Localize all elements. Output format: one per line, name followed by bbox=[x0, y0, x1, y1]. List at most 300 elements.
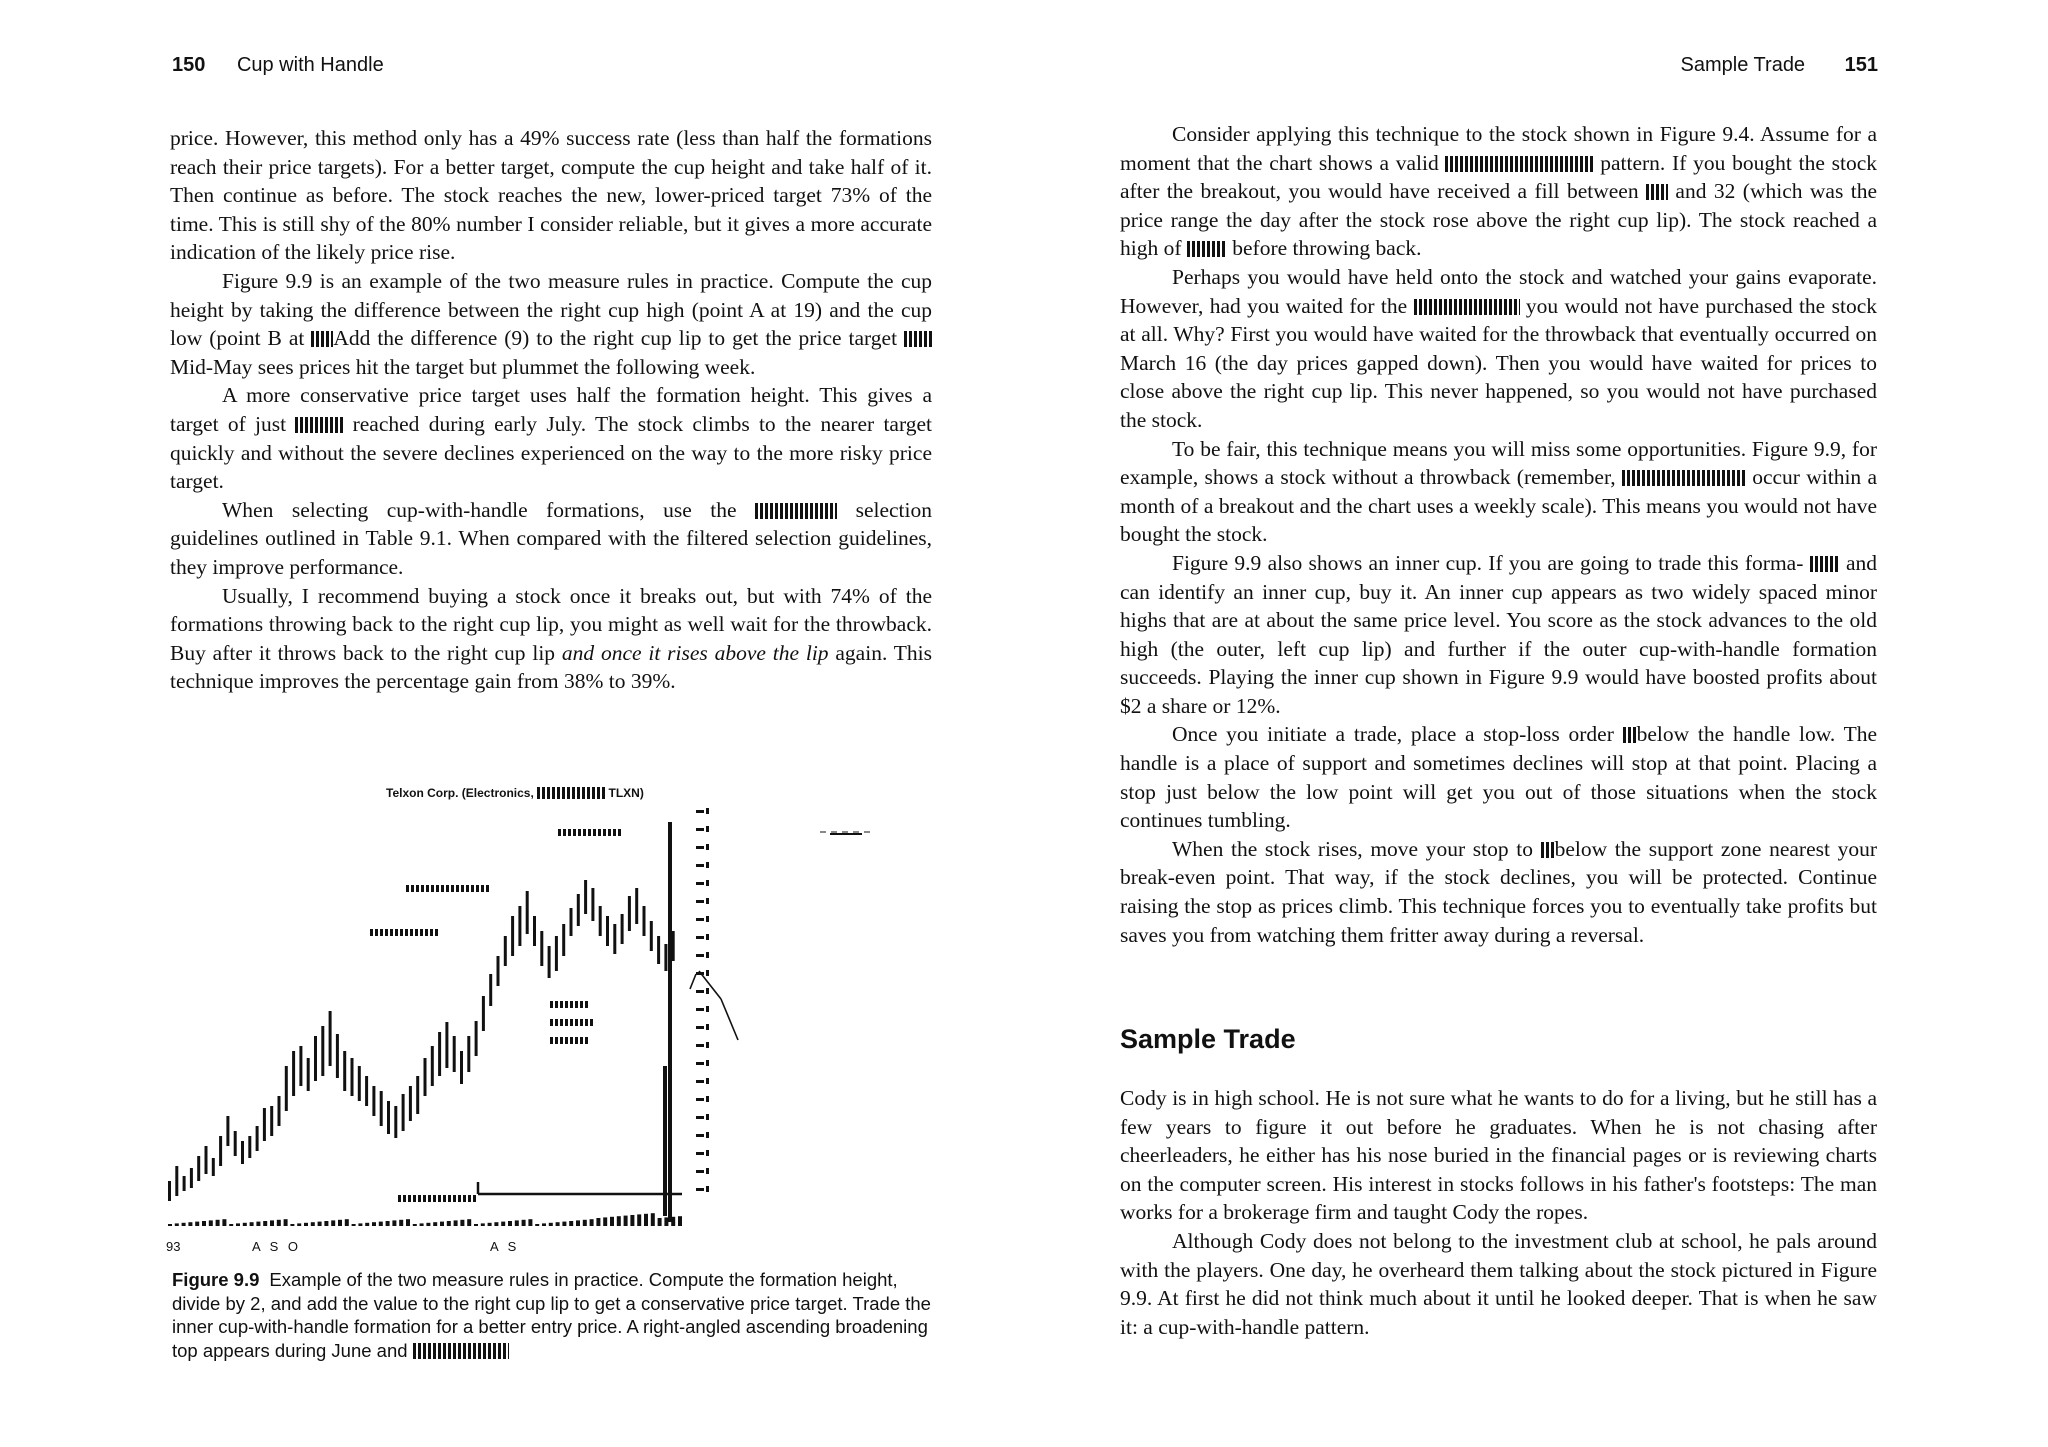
price-bar bbox=[256, 1126, 259, 1151]
price-bar bbox=[299, 1046, 302, 1086]
axis-tick bbox=[696, 1044, 704, 1047]
price-bar bbox=[321, 1026, 324, 1076]
annotation-blot bbox=[395, 929, 398, 936]
annotation-blot bbox=[370, 929, 373, 936]
right-p2-a: Perhaps you would have held onto the stock and watched your gains evaporate. However, had you waited for the bbox=[1120, 264, 1877, 318]
price-bar bbox=[416, 1076, 419, 1114]
volume-bar bbox=[515, 1220, 519, 1226]
annotation-blot bbox=[453, 1195, 456, 1202]
price-bar bbox=[460, 1051, 463, 1084]
price-bar bbox=[635, 888, 638, 924]
annotation-blot bbox=[558, 829, 561, 836]
annotation-blot bbox=[565, 1019, 568, 1026]
annotation-blot bbox=[486, 885, 489, 892]
annotation-blot bbox=[473, 1195, 476, 1202]
annotation-blot bbox=[430, 929, 433, 936]
price-bar bbox=[365, 1076, 368, 1106]
volume-bar bbox=[168, 1224, 172, 1226]
right-p1-c: and 32 (which was the price range the day after the stock rose above the right cup lip). The stock reached a high of bbox=[1120, 179, 1878, 261]
annotation-blot bbox=[466, 885, 469, 892]
left-running-title: Cup with Handle bbox=[236, 54, 384, 76]
pointer-line-c bbox=[690, 974, 696, 989]
price-bar bbox=[241, 1141, 244, 1164]
axis-tick bbox=[696, 810, 704, 813]
price-bar bbox=[431, 1046, 434, 1086]
price-bar bbox=[336, 1034, 339, 1078]
annotation-blot bbox=[565, 1037, 568, 1044]
chart-title-suffix: TLXN) bbox=[608, 786, 644, 800]
volume-bar bbox=[664, 1217, 668, 1226]
annotation-blot bbox=[456, 885, 459, 892]
right-p4-b: and can identify an inner cup, buy it. An inner cup appears as two widely spaced minor highs that are at about the same price level. You score as the stock advances to the old high (the outer, left cup lip) and further if the outer cup-with-handle formation succeeds. Playing the inner cup shown in Figure 9.9 would have boosted profits about $2 a share or 12%. bbox=[1120, 550, 1878, 718]
axis-tick bbox=[696, 846, 704, 849]
volume-bar bbox=[263, 1221, 267, 1226]
axis-tick-mark bbox=[706, 1186, 709, 1192]
price-bar bbox=[285, 1066, 288, 1111]
price-bar bbox=[533, 916, 536, 946]
annotation-blot bbox=[476, 885, 479, 892]
annotation-blot bbox=[390, 929, 393, 936]
price-bar bbox=[643, 906, 646, 936]
annotation-blot bbox=[563, 829, 566, 836]
price-bar bbox=[175, 1166, 178, 1196]
volume-bar bbox=[324, 1221, 328, 1226]
axis-tick bbox=[696, 864, 704, 867]
annotation-blot bbox=[380, 929, 383, 936]
volume-bar bbox=[420, 1223, 424, 1226]
right-p2-b: you would not have purchased the stock at all. Why? First you would have waited for the throwback that eventually occurred on March 16 (the day prices gapped down). Then you would have waited for prices to close above the right cup lip. This never happened, so you would not have purchased the stock. bbox=[1120, 293, 1877, 432]
volume-bar bbox=[250, 1222, 254, 1226]
annotation-blot bbox=[421, 885, 424, 892]
annotation-blot bbox=[570, 1001, 573, 1008]
annotation-blot bbox=[590, 1019, 593, 1026]
volume-bar bbox=[678, 1216, 682, 1226]
right-p6-a: When the stock rises, move your stop to bbox=[1172, 836, 1533, 861]
volume-bar bbox=[277, 1220, 281, 1226]
axis-tick bbox=[696, 1170, 704, 1173]
annotation-blot bbox=[448, 1195, 451, 1202]
right-paragraph-1 bbox=[1120, 120, 1877, 263]
figure-label: Figure 9.9 bbox=[172, 1269, 260, 1290]
volume-bar bbox=[318, 1222, 322, 1226]
price-bar bbox=[292, 1051, 295, 1096]
annotation-blot bbox=[433, 1195, 436, 1202]
volume-bar bbox=[624, 1216, 628, 1226]
volume-bar bbox=[365, 1223, 369, 1226]
annotation-blot bbox=[436, 885, 439, 892]
axis-tick-mark bbox=[706, 1060, 709, 1066]
volume-bar bbox=[195, 1222, 199, 1226]
annotation-blot bbox=[618, 829, 621, 836]
annotation-blot bbox=[570, 1037, 573, 1044]
right-p1-b: pattern. If you bought the stock after the breakout, you would have received a fill between bbox=[1120, 150, 1877, 204]
right-paragraph-2 bbox=[1120, 263, 1877, 435]
annotation-blot bbox=[585, 1019, 588, 1026]
price-bar bbox=[526, 891, 529, 934]
annotation-blot bbox=[418, 1195, 421, 1202]
axis-tick-mark bbox=[706, 934, 709, 940]
annotation-blot bbox=[420, 929, 423, 936]
annotation-blot bbox=[575, 1019, 578, 1026]
volume-bar bbox=[474, 1224, 478, 1226]
illegible-blot bbox=[1541, 842, 1555, 858]
annotation-blot bbox=[461, 885, 464, 892]
price-bar bbox=[190, 1168, 193, 1188]
left-p3-tail: reached during early July. The stock climbs to the nearer target quickly and without the severe declines experienced on the way to the more risky price target. bbox=[170, 411, 932, 494]
axis-tick bbox=[696, 990, 704, 993]
volume-bar bbox=[528, 1219, 532, 1226]
axis-tick bbox=[696, 900, 704, 903]
price-bar bbox=[248, 1136, 251, 1158]
price-bar bbox=[672, 931, 675, 961]
volume-bar bbox=[549, 1223, 553, 1226]
annotation-blot bbox=[550, 1001, 553, 1008]
volume-bar bbox=[488, 1223, 492, 1226]
price-bar bbox=[278, 1096, 281, 1126]
annotation-blot bbox=[400, 929, 403, 936]
right-p6-b: below the support zone nearest your break-even point. That way, if the stock declines, you will be protected. Continue raising the stop as prices climb. This technique forces you to eventually take profits but saves you from watching them fritter away during a reversal. bbox=[1120, 836, 1877, 947]
volume-bar bbox=[209, 1220, 213, 1226]
volume-bar bbox=[345, 1219, 349, 1226]
volume-bar bbox=[651, 1213, 655, 1226]
price-bar bbox=[226, 1116, 229, 1146]
annotation-blot bbox=[425, 929, 428, 936]
axis-tick-mark bbox=[706, 970, 709, 976]
axis-tick-mark bbox=[706, 1006, 709, 1012]
price-bar bbox=[475, 1021, 478, 1056]
right-p5-b: below the handle low. The handle is a place of support and sometimes declines will stop at that point. Placing a stop just below the low point will get you out of those situations when the stock continues tumbling. bbox=[1120, 722, 1878, 833]
right-paragraph-3 bbox=[1120, 435, 1877, 549]
annotation-blot bbox=[593, 829, 596, 836]
volume-bar bbox=[433, 1222, 437, 1226]
price-bar bbox=[438, 1032, 441, 1076]
volume-bar bbox=[216, 1220, 220, 1226]
illegible-blot bbox=[1810, 556, 1840, 572]
right-paragraph-6 bbox=[1120, 835, 1877, 949]
axis-tick-mark bbox=[706, 808, 709, 814]
price-bar bbox=[570, 908, 573, 936]
annotation-blot bbox=[575, 1001, 578, 1008]
annotation-blot bbox=[463, 1195, 466, 1202]
axis-tick bbox=[696, 954, 704, 957]
annotation-blot bbox=[428, 1195, 431, 1202]
illegible-blot bbox=[1445, 156, 1593, 172]
volume-bar bbox=[610, 1217, 614, 1226]
left-paragraph-5 bbox=[170, 582, 932, 696]
left-page-number: 150 bbox=[172, 54, 206, 76]
volume-bar bbox=[590, 1219, 594, 1226]
axis-tick bbox=[696, 1062, 704, 1065]
annotation-blot bbox=[413, 1195, 416, 1202]
price-bar bbox=[380, 1091, 383, 1126]
volume-bar bbox=[617, 1216, 621, 1226]
volume-bars bbox=[168, 1213, 682, 1226]
right-running-head bbox=[1681, 54, 1878, 77]
annotation-blot bbox=[431, 885, 434, 892]
section-heading: Sample Trade bbox=[1120, 1024, 1296, 1054]
axis-tick-mark bbox=[706, 1150, 709, 1156]
annotation-blot bbox=[416, 885, 419, 892]
price-bar bbox=[270, 1106, 273, 1136]
axis-tick-mark bbox=[706, 1132, 709, 1138]
volume-bar bbox=[569, 1221, 573, 1226]
volume-bar bbox=[175, 1223, 179, 1226]
price-bar bbox=[212, 1158, 215, 1176]
axis-tick bbox=[696, 1080, 704, 1083]
price-bar bbox=[504, 936, 507, 966]
right-body-text-2 bbox=[1120, 1084, 1877, 1341]
axis-tick bbox=[696, 1134, 704, 1137]
price-bar bbox=[219, 1136, 222, 1166]
price-chart bbox=[160, 796, 960, 1266]
axis-tick-mark bbox=[706, 898, 709, 904]
left-body-text bbox=[170, 124, 932, 696]
annotation-blot bbox=[603, 829, 606, 836]
annotation-blot bbox=[446, 885, 449, 892]
illegible-blot bbox=[311, 331, 333, 347]
axis-tick-mark bbox=[706, 1114, 709, 1120]
price-bar bbox=[307, 1058, 310, 1091]
volume-bar bbox=[256, 1222, 260, 1226]
illegible-blot bbox=[755, 503, 837, 519]
illegible-blot bbox=[1622, 470, 1746, 486]
axis-tick-mark bbox=[706, 1168, 709, 1174]
price-bar bbox=[668, 822, 672, 1222]
annotation-blot bbox=[443, 1195, 446, 1202]
volume-bar bbox=[440, 1222, 444, 1226]
annotation-blot bbox=[573, 829, 576, 836]
volume-bar bbox=[182, 1223, 186, 1226]
volume-bar bbox=[426, 1223, 430, 1226]
illegible-blot bbox=[1414, 299, 1520, 315]
price-bar bbox=[314, 1036, 317, 1081]
volume-bar bbox=[508, 1221, 512, 1226]
price-bar bbox=[351, 1058, 354, 1096]
left-running-head bbox=[172, 54, 384, 77]
pointer-line-b bbox=[721, 999, 738, 1040]
annotation-blot bbox=[410, 929, 413, 936]
volume-bar bbox=[576, 1220, 580, 1226]
volume-bar bbox=[644, 1214, 648, 1226]
volume-bar bbox=[372, 1222, 376, 1226]
left-p2-end: Mid-May sees prices hit the target but plummet the following week. bbox=[170, 354, 756, 379]
volume-bar bbox=[202, 1221, 206, 1226]
volume-bar bbox=[188, 1222, 192, 1226]
annotation-blot bbox=[411, 885, 414, 892]
price-bar bbox=[445, 1022, 448, 1068]
volume-bar bbox=[460, 1220, 464, 1226]
axis-tick-mark bbox=[706, 1042, 709, 1048]
annotation-blot bbox=[471, 885, 474, 892]
price-bar bbox=[467, 1036, 470, 1072]
price-bar bbox=[555, 936, 558, 971]
annotation-blot bbox=[385, 929, 388, 936]
annotation-blot bbox=[560, 1001, 563, 1008]
volume-bar bbox=[583, 1220, 587, 1226]
volume-bar bbox=[630, 1215, 634, 1226]
left-paragraph-4 bbox=[170, 496, 932, 582]
volume-bar bbox=[494, 1222, 498, 1226]
right-p1-a: Consider applying this technique to the stock shown in Figure 9.4. Assume for a moment that the chart shows a valid bbox=[1120, 122, 1877, 175]
price-bar bbox=[577, 894, 580, 926]
price-bar bbox=[497, 956, 500, 986]
price-bar bbox=[183, 1176, 186, 1191]
volume-bar bbox=[413, 1224, 417, 1226]
volume-bar bbox=[399, 1220, 403, 1226]
price-bar bbox=[606, 916, 609, 946]
annotation-blot bbox=[375, 929, 378, 936]
right-body-text bbox=[1120, 120, 1877, 949]
year-label: 93 bbox=[166, 1239, 181, 1254]
price-bar bbox=[518, 906, 521, 946]
annotation-blot bbox=[568, 829, 571, 836]
annotation-blot bbox=[415, 929, 418, 936]
price-bar bbox=[511, 916, 514, 956]
annotation-blot bbox=[403, 1195, 406, 1202]
annotation-blot bbox=[406, 885, 409, 892]
month-labels-b: A S bbox=[490, 1239, 520, 1254]
left-paragraph-3 bbox=[170, 381, 932, 495]
left-p2-tail: Add the difference (9) to the right cup lip to get the price target bbox=[333, 326, 898, 351]
volume-bar bbox=[358, 1223, 362, 1226]
axis-tick-mark bbox=[706, 844, 709, 850]
left-p5-text: Usually, I recommend buying a stock once it breaks out, but with 74% of the formations throwing back to the right cup lip, you might as well wait for the throwback. Buy after it throws back to the right cup lip bbox=[170, 583, 932, 665]
volume-bar bbox=[297, 1223, 301, 1226]
volume-bar bbox=[229, 1224, 233, 1226]
annotation-blot bbox=[451, 885, 454, 892]
price-bar bbox=[489, 974, 492, 1006]
price-bar bbox=[657, 936, 660, 964]
volume-bar bbox=[236, 1223, 240, 1226]
annotation-blot bbox=[423, 1195, 426, 1202]
volume-bar bbox=[562, 1222, 566, 1226]
price-bar bbox=[234, 1131, 237, 1156]
axis-tick bbox=[696, 828, 704, 831]
volume-bar bbox=[522, 1220, 526, 1226]
annotation-blot bbox=[555, 1019, 558, 1026]
volume-bar bbox=[467, 1219, 471, 1226]
price-bar bbox=[482, 996, 485, 1031]
price-bar bbox=[329, 1011, 332, 1066]
annotation-blot bbox=[438, 1195, 441, 1202]
illegible-blot bbox=[295, 417, 343, 433]
price-bar bbox=[621, 914, 624, 944]
volume-bar bbox=[556, 1222, 560, 1226]
price-bar bbox=[584, 880, 587, 914]
volume-bar bbox=[338, 1220, 342, 1226]
illegible-blot bbox=[904, 331, 932, 347]
price-bar bbox=[540, 931, 543, 966]
axis-tick-mark bbox=[706, 1078, 709, 1084]
volume-bar bbox=[501, 1222, 505, 1226]
price-bars bbox=[168, 822, 675, 1222]
price-bar bbox=[372, 1086, 375, 1116]
axis-tick bbox=[696, 936, 704, 939]
month-labels-a: A S O bbox=[252, 1239, 301, 1254]
annotation-blot bbox=[583, 829, 586, 836]
left-paragraph-1: price. However, this method only has a 49% success rate (less than half the formations reach their price targets). For a better target, compute the cup height and take half of it. Then continue as before. The stock reaches the new, lower-priced target 73% of the time. This is still shy of the 80% number I consider reliable, but it gives a more accurate indication of the likely price rise. bbox=[170, 126, 932, 265]
price-bar bbox=[387, 1101, 390, 1134]
price-bar bbox=[409, 1086, 412, 1121]
volume-bar bbox=[603, 1217, 607, 1226]
left-p3-text: A more conservative price target uses half the formation height. This gives a target of just bbox=[170, 383, 932, 436]
price-bar bbox=[424, 1058, 427, 1096]
volume-bar bbox=[304, 1223, 308, 1226]
volume-bar bbox=[542, 1223, 546, 1226]
annotation-blot bbox=[435, 929, 438, 936]
volume-bar bbox=[243, 1223, 247, 1226]
price-bar bbox=[591, 888, 594, 921]
axis-tick bbox=[696, 1008, 704, 1011]
price-bar bbox=[205, 1146, 208, 1174]
price-bar bbox=[263, 1108, 266, 1141]
price-bar bbox=[197, 1156, 200, 1181]
price-bar bbox=[548, 946, 551, 978]
annotation-blot bbox=[580, 1037, 583, 1044]
axis-tick-mark bbox=[706, 916, 709, 922]
annotation-blot bbox=[613, 829, 616, 836]
volume-bar bbox=[386, 1221, 390, 1226]
volume-bar bbox=[331, 1220, 335, 1226]
left-p5-italic: and once it rises above the lip bbox=[561, 640, 829, 665]
right-p3-a: To be fair, this technique means you will miss some opportunities. Figure 9.9, for example, shows a stock without a throwback (remember, bbox=[1120, 436, 1877, 490]
volume-bar bbox=[392, 1220, 396, 1226]
left-p4-text: When selecting cup-with-handle formations, use the bbox=[222, 497, 737, 522]
price-bar bbox=[394, 1106, 397, 1138]
volume-bar bbox=[290, 1224, 294, 1226]
volume-bar bbox=[596, 1218, 600, 1226]
annotation-blot bbox=[565, 1001, 568, 1008]
annotation-blot bbox=[468, 1195, 471, 1202]
volume-bar bbox=[454, 1220, 458, 1226]
figure-caption-text: Example of the two measure rules in practice. Compute the formation height, divide by 2, and add the value to the right cup lip to get a conservative price target. Trade the inner cup-with-handle formation for a better entry price. A right-angled ascending broadening top appears during June and bbox=[172, 1269, 931, 1361]
axis-tick bbox=[696, 918, 704, 921]
right-axis-labels bbox=[696, 808, 709, 1192]
illegible-blot bbox=[413, 1343, 509, 1359]
volume-bar bbox=[352, 1224, 356, 1226]
annotation-blot bbox=[585, 1001, 588, 1008]
axis-tick bbox=[696, 1188, 704, 1191]
volume-bar bbox=[270, 1220, 274, 1226]
axis-tick bbox=[696, 1026, 704, 1029]
axis-tick-mark bbox=[706, 952, 709, 958]
price-bar bbox=[358, 1066, 361, 1101]
volume-bar bbox=[637, 1214, 641, 1226]
axis-tick-mark bbox=[706, 880, 709, 886]
price-bar bbox=[664, 944, 667, 971]
right-running-title: Sample Trade bbox=[1680, 54, 1806, 76]
right-p4-a: Figure 9.9 also shows an inner cup. If you are going to trade this forma- bbox=[1172, 550, 1804, 575]
annotation-blot bbox=[588, 829, 591, 836]
axis-tick bbox=[696, 1116, 704, 1119]
annotation-blot bbox=[398, 1195, 401, 1202]
right-page bbox=[1024, 0, 2048, 1447]
price-bar bbox=[343, 1051, 346, 1091]
illegible-blot bbox=[1623, 727, 1637, 743]
left-p4-tail: selection guidelines outlined in Table 9.1. When compared with the filtered selection guidelines, they improve performance. bbox=[170, 497, 932, 579]
illegible-blot bbox=[1187, 241, 1227, 257]
right-page-number: 151 bbox=[1844, 54, 1878, 76]
axis-tick-mark bbox=[706, 988, 709, 994]
annotation-blot bbox=[560, 1037, 563, 1044]
annotation-blot bbox=[441, 885, 444, 892]
annotation-blot bbox=[578, 829, 581, 836]
axis-tick bbox=[696, 1098, 704, 1101]
price-bar bbox=[628, 896, 631, 931]
left-p5-end: again. This technique improves the percentage gain from 38% to 39%. bbox=[170, 640, 932, 694]
annotation-blot bbox=[570, 1019, 573, 1026]
volume-bar bbox=[671, 1217, 675, 1226]
